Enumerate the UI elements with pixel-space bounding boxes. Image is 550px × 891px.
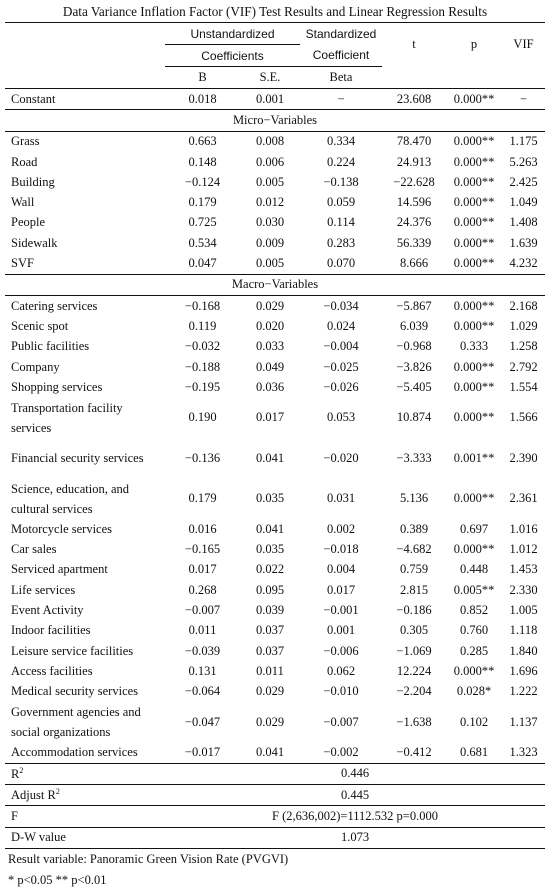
cell-variable: Wall xyxy=(11,195,35,210)
result-variable-note: Result variable: Panoramic Green Vision Rate (PVGVI) xyxy=(8,851,289,866)
cell-beta: 0.070 xyxy=(326,256,356,271)
cell-t: −0.412 xyxy=(396,745,432,760)
cell-p: 0.000** xyxy=(453,542,495,557)
cell-se: 0.011 xyxy=(256,663,284,678)
cell-se: 0.030 xyxy=(255,215,285,230)
cell-b: 0.725 xyxy=(188,215,217,230)
cell-b: −0.168 xyxy=(165,295,240,316)
cell-t: −4.682 xyxy=(396,542,432,557)
cell-t: −22.628 xyxy=(393,174,435,189)
cell-t: −1.638 xyxy=(396,714,432,729)
table-row xyxy=(5,233,545,253)
cell-p: 0.681 xyxy=(459,745,489,760)
cell-beta: 0.017 xyxy=(326,582,356,597)
table-row xyxy=(5,89,545,110)
r-squared-row-superscript: 2 xyxy=(19,765,24,775)
table-row xyxy=(5,337,545,357)
header-std-line2: Coefficient xyxy=(300,45,382,67)
durbin-watson-row xyxy=(5,827,545,848)
cell-p: 0.005** xyxy=(453,582,495,597)
cell-p: 0.000** xyxy=(453,359,495,374)
cell-p: 0.000** xyxy=(446,295,502,316)
cell-vif: 1.639 xyxy=(509,235,538,250)
cell-b: 0.047 xyxy=(188,256,217,271)
cell-p: 0.000** xyxy=(446,89,502,110)
cell-variable: Grass xyxy=(5,131,165,152)
cell-t: 6.039 xyxy=(399,318,429,333)
cell-b: −0.047 xyxy=(184,714,221,729)
cell-b: 0.268 xyxy=(188,582,217,597)
cell-se: 0.049 xyxy=(255,359,285,374)
cell-t: 12.224 xyxy=(396,663,432,678)
cell-vif: 2.425 xyxy=(509,174,538,189)
cell-variable: Science, education, and cultural services xyxy=(11,481,130,516)
cell-p: 0.000** xyxy=(453,318,495,333)
header-se: S.E. xyxy=(259,70,281,84)
cell-se: 0.009 xyxy=(255,235,285,250)
table-row xyxy=(5,316,545,336)
cell-se: 0.041 xyxy=(255,745,285,760)
table-row xyxy=(5,519,545,539)
cell-vif: 1.049 xyxy=(509,195,538,210)
table-title: Data Variance Inflation Factor (VIF) Test Results and Linear Regression Results xyxy=(62,4,488,19)
cell-p: 0.333 xyxy=(459,339,489,354)
cell-variable: SVF xyxy=(11,256,34,271)
cell-vif: 2.361 xyxy=(509,491,538,506)
cell-vif: 2.792 xyxy=(509,359,538,374)
cell-variable: Sidewalk xyxy=(11,235,58,250)
header-empty-3 xyxy=(5,67,165,89)
cell-beta: 0.224 xyxy=(326,154,356,169)
cell-se: 0.001 xyxy=(240,89,300,110)
cell-p: 0.000** xyxy=(453,174,495,189)
cell-p: 0.000** xyxy=(453,195,495,210)
cell-p: 0.000** xyxy=(453,379,495,394)
table-row xyxy=(5,253,545,274)
header-t: t xyxy=(382,23,446,67)
cell-beta: −0.020 xyxy=(323,450,359,465)
header-unstandardized xyxy=(165,23,300,45)
cell-variable: Company xyxy=(11,359,60,374)
cell-variable: Constant xyxy=(5,89,165,110)
cell-variable: Event Activity xyxy=(11,603,84,618)
f-statistic-row xyxy=(5,806,545,827)
cell-b: 0.131 xyxy=(188,663,217,678)
cell-variable: Scenic spot xyxy=(11,318,69,333)
cell-vif: 1.175 xyxy=(502,131,545,152)
cell-beta: −0.006 xyxy=(323,643,359,658)
cell-b: 0.534 xyxy=(188,235,217,250)
cell-b: −0.165 xyxy=(184,542,221,557)
cell-se: 0.041 xyxy=(255,521,285,536)
cell-p: 0.000** xyxy=(453,663,495,678)
cell-beta: 0.031 xyxy=(326,491,356,506)
cell-t: 0.389 xyxy=(399,521,429,536)
cell-b: 0.179 xyxy=(188,195,217,210)
macro-variables-section xyxy=(5,274,545,295)
cell-t: 2.815 xyxy=(399,582,429,597)
adjusted-r-squared-row xyxy=(5,785,545,806)
cell-beta: −0.138 xyxy=(323,174,359,189)
cell-se: 0.008 xyxy=(240,131,300,152)
cell-vif: 1.696 xyxy=(509,663,538,678)
cell-beta: 0.004 xyxy=(326,562,356,577)
cell-beta: −0.010 xyxy=(323,684,359,699)
cell-b: 0.011 xyxy=(188,623,217,638)
cell-se: 0.022 xyxy=(255,562,285,577)
cell-variable: Accommodation services xyxy=(11,745,138,760)
cell-b: −0.195 xyxy=(184,379,221,394)
table-row xyxy=(5,172,545,192)
cell-p: 0.000** xyxy=(453,256,495,271)
cell-vif: 1.453 xyxy=(509,562,538,577)
table-row xyxy=(5,641,545,661)
significance-note: * p<0.05 ** p<0.01 xyxy=(8,872,107,887)
cell-se: 0.095 xyxy=(255,582,285,597)
cell-variable: Motorcycle services xyxy=(11,521,113,536)
cell-vif: 1.566 xyxy=(509,410,538,425)
cell-t: 0.759 xyxy=(399,562,429,577)
cell-b: 0.663 xyxy=(165,131,240,152)
adjusted-r-squared-row-label xyxy=(5,785,165,806)
cell-se: 0.039 xyxy=(255,603,285,618)
cell-variable: People xyxy=(11,215,46,230)
cell-beta: 0.114 xyxy=(327,215,355,230)
cell-vif: 1.323 xyxy=(509,745,538,760)
cell-t: 24.376 xyxy=(396,215,432,230)
cell-vif: 2.168 xyxy=(502,295,545,316)
cell-p: 0.000** xyxy=(453,154,495,169)
cell-t: −3.826 xyxy=(396,359,432,374)
cell-t: −2.204 xyxy=(396,684,432,699)
cell-beta: 0.334 xyxy=(300,131,382,152)
cell-variable: Car sales xyxy=(11,542,57,557)
cell-t: 14.596 xyxy=(396,195,432,210)
cell-se: 0.041 xyxy=(255,450,285,465)
cell-beta: −0.004 xyxy=(323,339,359,354)
cell-t: −0.968 xyxy=(396,339,432,354)
r-squared-row-label xyxy=(5,763,165,784)
header-standardized xyxy=(300,23,382,45)
adjusted-r-squared-row-superscript: 2 xyxy=(55,787,60,797)
header-beta: Beta xyxy=(329,70,353,84)
footer xyxy=(0,849,550,891)
cell-t: 5.136 xyxy=(399,491,429,506)
table-row xyxy=(5,621,545,641)
cell-b: −0.039 xyxy=(184,643,221,658)
cell-se: 0.036 xyxy=(255,379,285,394)
durbin-watson-row-value: 1.073 xyxy=(165,827,545,848)
header-p: p xyxy=(446,23,502,67)
cell-se: 0.037 xyxy=(255,643,285,658)
cell-p: 0.028* xyxy=(456,684,492,699)
table-row xyxy=(5,213,545,233)
cell-beta: 0.002 xyxy=(326,521,356,536)
r-squared-row-value: 0.446 xyxy=(165,763,545,784)
micro-variables-section-label: Micro−Variables xyxy=(5,110,545,131)
cell-variable: Shopping services xyxy=(11,379,103,394)
table-row xyxy=(5,702,545,743)
cell-variable: Indoor facilities xyxy=(11,623,91,638)
header-unstd-line2: Coefficients xyxy=(165,45,300,67)
cell-p: 0.760 xyxy=(459,623,489,638)
cell-beta: −0.025 xyxy=(323,359,359,374)
cell-p: 0.285 xyxy=(459,643,489,658)
cell-vif: 1.840 xyxy=(509,643,538,658)
cell-vif: 1.016 xyxy=(509,521,538,536)
cell-variable: Life services xyxy=(11,582,76,597)
cell-variable: Government agencies and social organizations xyxy=(11,705,141,740)
cell-p: 0.000** xyxy=(453,235,495,250)
cell-se: 0.020 xyxy=(255,318,285,333)
cell-vif: 1.029 xyxy=(509,318,538,333)
results-table xyxy=(5,22,545,849)
table-row xyxy=(5,397,545,438)
cell-beta: 0.283 xyxy=(326,235,356,250)
cell-variable: Building xyxy=(11,174,55,189)
cell-vif: 4.232 xyxy=(509,256,538,271)
cell-b: 0.119 xyxy=(188,318,217,333)
cell-vif: 1.554 xyxy=(509,379,538,394)
cell-se: 0.005 xyxy=(255,256,285,271)
cell-b: −0.064 xyxy=(184,684,221,699)
cell-b: 0.016 xyxy=(188,521,217,536)
cell-t: −5.405 xyxy=(396,379,432,394)
header-b: B xyxy=(198,70,207,84)
table-row xyxy=(5,295,545,316)
cell-beta: 0.053 xyxy=(326,410,356,425)
r-squared-row-label-text: R xyxy=(11,767,20,782)
cell-vif: 1.012 xyxy=(509,542,538,557)
cell-t: 78.470 xyxy=(382,131,446,152)
cell-b: −0.124 xyxy=(184,174,221,189)
cell-b: −0.007 xyxy=(184,603,221,618)
cell-b: −0.188 xyxy=(184,359,221,374)
table-row xyxy=(5,438,545,479)
cell-variable: Transportation facility services xyxy=(11,400,123,435)
cell-b: 0.148 xyxy=(188,154,217,169)
cell-vif: 5.263 xyxy=(509,154,538,169)
cell-variable: Serviced apartment xyxy=(11,562,108,577)
cell-se: 0.029 xyxy=(240,295,300,316)
table-row xyxy=(5,682,545,702)
cell-vif: − xyxy=(502,89,545,110)
cell-beta: 0.059 xyxy=(326,195,356,210)
table-row xyxy=(5,377,545,397)
cell-p: 0.000** xyxy=(453,491,495,506)
cell-t: 8.666 xyxy=(399,256,429,271)
cell-se: 0.012 xyxy=(255,195,285,210)
cell-t: −3.333 xyxy=(396,450,432,465)
cell-b: 0.017 xyxy=(188,562,217,577)
cell-b: −0.017 xyxy=(184,745,221,760)
header-empty-vif xyxy=(502,67,545,89)
cell-se: 0.017 xyxy=(255,410,285,425)
cell-se: 0.035 xyxy=(255,542,285,557)
cell-vif: 2.330 xyxy=(509,582,538,597)
table-row xyxy=(5,357,545,377)
cell-beta: −0.002 xyxy=(323,745,359,760)
cell-beta: −0.034 xyxy=(300,295,382,316)
header-std-line1: Standardized xyxy=(305,26,377,41)
table-row xyxy=(5,540,545,560)
table-row xyxy=(5,743,545,764)
cell-b: 0.179 xyxy=(188,491,217,506)
durbin-watson-row-label-text: D-W value xyxy=(11,830,66,845)
cell-b: −0.032 xyxy=(184,339,221,354)
header-empty-t xyxy=(382,67,446,89)
table-row xyxy=(5,560,545,580)
cell-p: 0.000** xyxy=(453,410,495,425)
cell-beta: −0.001 xyxy=(323,603,359,618)
cell-se: 0.006 xyxy=(255,154,285,169)
cell-beta: −0.007 xyxy=(323,714,359,729)
cell-vif: 1.118 xyxy=(509,623,538,638)
header-row-1 xyxy=(5,23,545,45)
durbin-watson-row-label xyxy=(5,827,165,848)
header-unstd-line1: Unstandardized xyxy=(190,26,275,41)
cell-b: 0.018 xyxy=(165,89,240,110)
cell-se: 0.029 xyxy=(255,714,285,729)
cell-vif: 1.222 xyxy=(509,684,538,699)
cell-p: 0.852 xyxy=(459,603,489,618)
header-row-3 xyxy=(5,67,545,89)
cell-se: 0.033 xyxy=(255,339,285,354)
cell-variable: Leisure service facilities xyxy=(11,643,134,658)
cell-t: 10.874 xyxy=(396,410,432,425)
cell-p: 0.000** xyxy=(446,131,502,152)
cell-vif: 1.258 xyxy=(509,339,538,354)
header-empty xyxy=(5,23,165,45)
cell-p: 0.001** xyxy=(453,450,495,465)
f-statistic-row-value: F (2,636,002)=1112.532 p=0.000 xyxy=(165,806,545,827)
cell-t: 23.608 xyxy=(382,89,446,110)
cell-p: 0.000** xyxy=(453,215,495,230)
cell-beta: − xyxy=(300,89,382,110)
cell-vif: 1.137 xyxy=(509,714,538,729)
cell-beta: −0.018 xyxy=(323,542,359,557)
cell-t: 0.305 xyxy=(399,623,429,638)
cell-t: 56.339 xyxy=(396,235,432,250)
cell-beta: −0.026 xyxy=(323,379,359,394)
cell-se: 0.037 xyxy=(255,623,285,638)
cell-variable: Financial security services xyxy=(11,451,144,466)
f-statistic-row-label-text: F xyxy=(11,809,18,824)
cell-vif: 1.408 xyxy=(509,215,538,230)
cell-se: 0.029 xyxy=(255,684,285,699)
cell-variable: Road xyxy=(11,154,38,169)
r-squared-row xyxy=(5,763,545,784)
cell-p: 0.102 xyxy=(459,714,489,729)
cell-variable: Medical security services xyxy=(11,684,139,699)
cell-beta: 0.001 xyxy=(326,623,356,638)
cell-t: 24.913 xyxy=(396,154,432,169)
cell-vif: 2.390 xyxy=(509,450,538,465)
f-statistic-row-label xyxy=(5,806,165,827)
cell-se: 0.005 xyxy=(255,174,285,189)
cell-p: 0.448 xyxy=(459,562,489,577)
cell-se: 0.035 xyxy=(255,491,285,506)
cell-beta: 0.062 xyxy=(326,663,356,678)
table-row xyxy=(5,661,545,681)
table-row xyxy=(5,131,545,152)
cell-vif: 1.005 xyxy=(509,603,538,618)
cell-t: −1.069 xyxy=(396,643,432,658)
cell-variable: Public facilities xyxy=(11,339,90,354)
header-empty-p xyxy=(446,67,502,89)
adjusted-r-squared-row-value: 0.445 xyxy=(165,785,545,806)
macro-variables-section-label: Macro−Variables xyxy=(5,274,545,295)
header-empty-2 xyxy=(5,45,165,67)
cell-b: 0.190 xyxy=(188,410,217,425)
cell-b: −0.136 xyxy=(184,450,221,465)
cell-t: −5.867 xyxy=(382,295,446,316)
table-row xyxy=(5,479,545,520)
header-vif: VIF xyxy=(502,23,545,67)
cell-variable: Catering services xyxy=(5,295,165,316)
cell-variable: Access facilities xyxy=(11,663,93,678)
table-row xyxy=(5,580,545,600)
table-row xyxy=(5,152,545,172)
cell-t: −0.186 xyxy=(396,603,432,618)
table-row xyxy=(5,192,545,212)
micro-variables-section xyxy=(5,110,545,131)
adjusted-r-squared-row-label-text: Adjust R xyxy=(11,788,56,803)
table-row xyxy=(5,600,545,620)
cell-beta: 0.024 xyxy=(326,318,356,333)
cell-p: 0.697 xyxy=(459,521,489,536)
